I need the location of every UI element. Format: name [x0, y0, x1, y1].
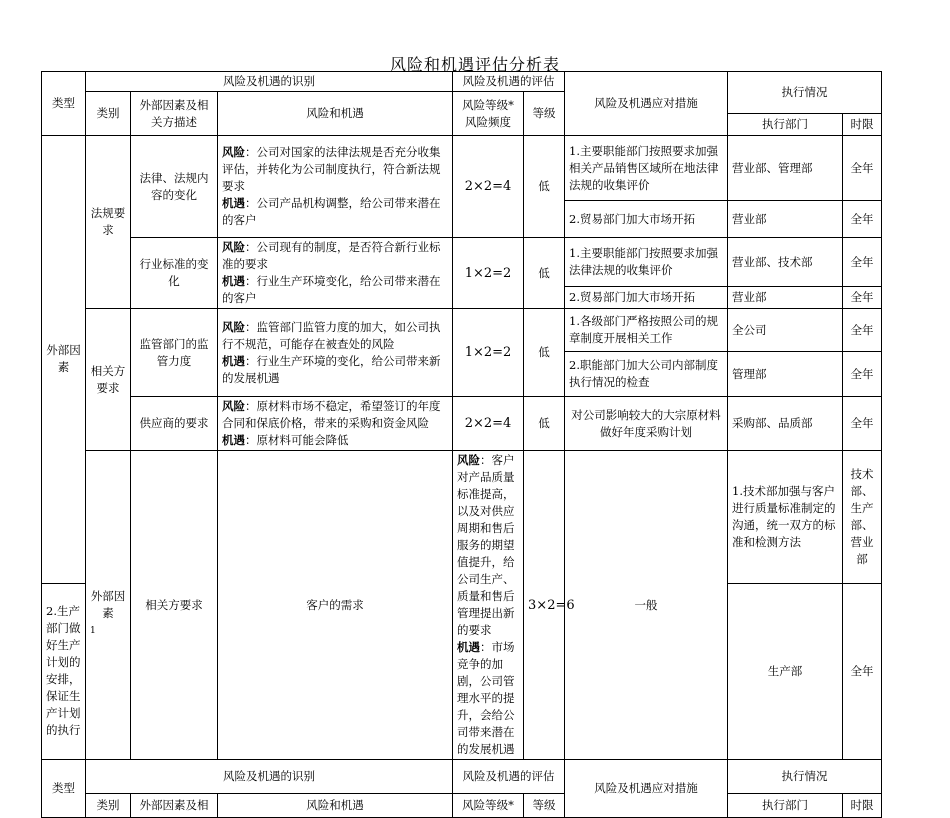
- measure-cell: 2.职能部门加大公司内部制度执行情况的检查: [565, 352, 728, 397]
- table-row: [42, 238, 882, 287]
- header-dept: 执行部门: [728, 114, 843, 136]
- measure-cell: 1.技术部加强与客户进行质量标准制定的沟通，统一双方的标准和检测方法: [728, 451, 843, 584]
- score-cell: 3×2=6: [524, 451, 565, 760]
- table-row: [42, 309, 882, 352]
- header-evaluate: 风险及机遇的评估: [453, 760, 565, 794]
- repeat-header-row-1: [42, 760, 882, 794]
- measure-cell: 2.贸易部门加大市场开拓: [565, 201, 728, 238]
- measure-cell: 2.生产部门做好生产计划的安排，保证生产计划的执行: [42, 583, 86, 759]
- grade-cell: 低: [524, 309, 565, 397]
- table-row: [42, 397, 882, 451]
- header-measures: 风险及机遇应对措施: [565, 72, 728, 136]
- risk-opp-cell: [453, 451, 524, 760]
- table-row: [42, 451, 882, 584]
- header-factor-desc: 外部因素及相: [131, 794, 218, 818]
- header-identify: 风险及机遇的识别: [86, 760, 453, 794]
- dept-cell: 营业部、管理部: [728, 136, 843, 201]
- risk-label: 风险: [457, 453, 481, 467]
- header-factor-desc: 外部因素及相关方描述: [131, 92, 218, 136]
- factor-cell: 法律、法规内容的变化: [131, 136, 218, 238]
- opp-label: 机遇: [222, 433, 245, 447]
- dept-cell: 管理部: [728, 352, 843, 397]
- risk-text: ：监管部门监管力度的加大，如公司执行不规范，可能存在被查处的风险: [222, 319, 441, 351]
- dept-cell: 全公司: [728, 309, 843, 352]
- opp-label: 机遇: [222, 274, 245, 288]
- deadline-cell: 全年: [843, 309, 882, 352]
- header-risk-opp: 风险和机遇: [218, 794, 453, 818]
- dept-cell: 生产部: [728, 583, 843, 759]
- dept-cell: 营业部、技术部: [728, 238, 843, 287]
- header-deadline: 时限: [843, 114, 882, 136]
- risk-text: ：公司现有的制度，是否符合新行业标准的要求: [222, 240, 441, 271]
- grade-cell: 低: [524, 238, 565, 309]
- dept-cell: 营业部: [728, 201, 843, 238]
- deadline-cell: 全年: [843, 287, 882, 309]
- dept-cell: 营业部: [728, 287, 843, 309]
- deadline-cell: 全年: [843, 136, 882, 201]
- header-identify: 风险及机遇的识别: [86, 72, 453, 92]
- dept-cell: 技术部、生产部、营业部: [843, 451, 882, 584]
- risk-label: 风险: [222, 240, 245, 254]
- header-measures: 风险及机遇应对措施: [565, 760, 728, 818]
- factor-cell: 客户的需求: [218, 451, 453, 760]
- score-cell: 2×2=4: [453, 136, 524, 238]
- dept-cell: 采购部、品质部: [728, 397, 843, 451]
- risk-opp-cell: [218, 397, 453, 451]
- category-related-parties-2: 相关方要求: [131, 451, 218, 760]
- risk-text: ：原材料市场不稳定，希望签订的年度合同和保底价格，带来的采购和资金风险: [222, 399, 441, 430]
- header-deadline: 时限: [843, 794, 882, 818]
- factor-cell: 供应商的要求: [131, 397, 218, 451]
- risk-text: ：客户对产品质量标准提高，以及对供应周期和售后服务的期望值提升，给公司生产、质量和售后管理提出新的要求: [457, 453, 515, 637]
- group-external-factors: 外部因素: [42, 136, 86, 584]
- header-grade: 等级: [524, 794, 565, 818]
- category-legal: 法规要求: [86, 136, 131, 309]
- header-level: 风险等级*: [453, 794, 524, 818]
- grade-cell: 低: [524, 136, 565, 238]
- header-level-freq: 风险等级*风险频度: [453, 92, 524, 136]
- risk-label: 风险: [222, 399, 245, 413]
- opp-text: ：行业生产环境的变化，给公司带来新的发展机遇: [222, 353, 441, 385]
- deadline-cell: 全年: [843, 397, 882, 451]
- header-risk-opp: 风险和机遇: [218, 92, 453, 136]
- opp-label: 机遇: [457, 640, 481, 654]
- risk-text: ：公司对国家的法律法规是否充分收集评估，并转化为公司制度执行，符合新法规要求: [222, 145, 441, 193]
- measure-cell: 1.各级部门严格按照公司的规章制度开展相关工作: [565, 309, 728, 352]
- risk-opp-cell: [218, 309, 453, 397]
- deadline-cell: 全年: [843, 583, 882, 759]
- header-execution: 执行情况: [728, 760, 882, 794]
- header-category: 类别: [86, 92, 131, 136]
- page-number: 1: [90, 626, 96, 636]
- table-row: [42, 136, 882, 201]
- opp-text: ：原材料可能会降低: [245, 433, 349, 447]
- opp-label: 机遇: [222, 196, 245, 210]
- opp-text: ：市场竞争的加剧，公司管理水平的提升，会给公司带来潜在的发展机遇: [457, 640, 515, 756]
- header-row-1: [42, 72, 882, 92]
- risk-label: 风险: [222, 319, 245, 334]
- repeat-header-row-2: [42, 794, 882, 818]
- opp-text: ：行业生产环境变化，给公司带来潜在的客户: [222, 274, 441, 305]
- opp-label: 机遇: [222, 353, 245, 368]
- risk-label: 风险: [222, 145, 245, 159]
- score-cell: 1×2=2: [453, 238, 524, 309]
- header-type: 类型: [42, 72, 86, 136]
- group-external-factors-2: 外部因素: [86, 451, 131, 760]
- measure-cell: 1.主要职能部门按照要求加强相关产品销售区域所在地法律法规的收集评价: [565, 136, 728, 201]
- header-dept: 执行部门: [728, 794, 843, 818]
- score-cell: 1×2=2: [453, 309, 524, 397]
- header-execution: 执行情况: [728, 72, 882, 114]
- header-grade: 等级: [524, 92, 565, 136]
- grade-cell: 一般: [565, 451, 728, 760]
- deadline-cell: 全年: [843, 352, 882, 397]
- factor-cell: 行业标准的变化: [131, 238, 218, 309]
- opp-text: ：公司产品机构调整，给公司带来潜在的客户: [222, 196, 441, 227]
- grade-cell: 低: [524, 397, 565, 451]
- score-cell: 2×2=4: [453, 397, 524, 451]
- risk-assessment-table: [41, 71, 882, 818]
- header-category: 类别: [86, 794, 131, 818]
- measure-cell: 1.主要职能部门按照要求加强法律法规的收集评价: [565, 238, 728, 287]
- header-evaluate: 风险及机遇的评估: [453, 72, 565, 92]
- deadline-cell: 全年: [843, 201, 882, 238]
- deadline-cell: 全年: [843, 238, 882, 287]
- factor-cell: 监管部门的监管力度: [131, 309, 218, 397]
- risk-opp-cell: [218, 136, 453, 238]
- measure-cell: 2.贸易部门加大市场开拓: [565, 287, 728, 309]
- risk-opp-cell: [218, 238, 453, 309]
- page-title: 风险和机遇评估分析表: [389, 55, 560, 74]
- header-type: 类型: [42, 760, 86, 818]
- measure-cell: 对公司影响较大的大宗原材料做好年度采购计划: [565, 397, 728, 451]
- category-related-parties: 相关方要求: [86, 309, 131, 451]
